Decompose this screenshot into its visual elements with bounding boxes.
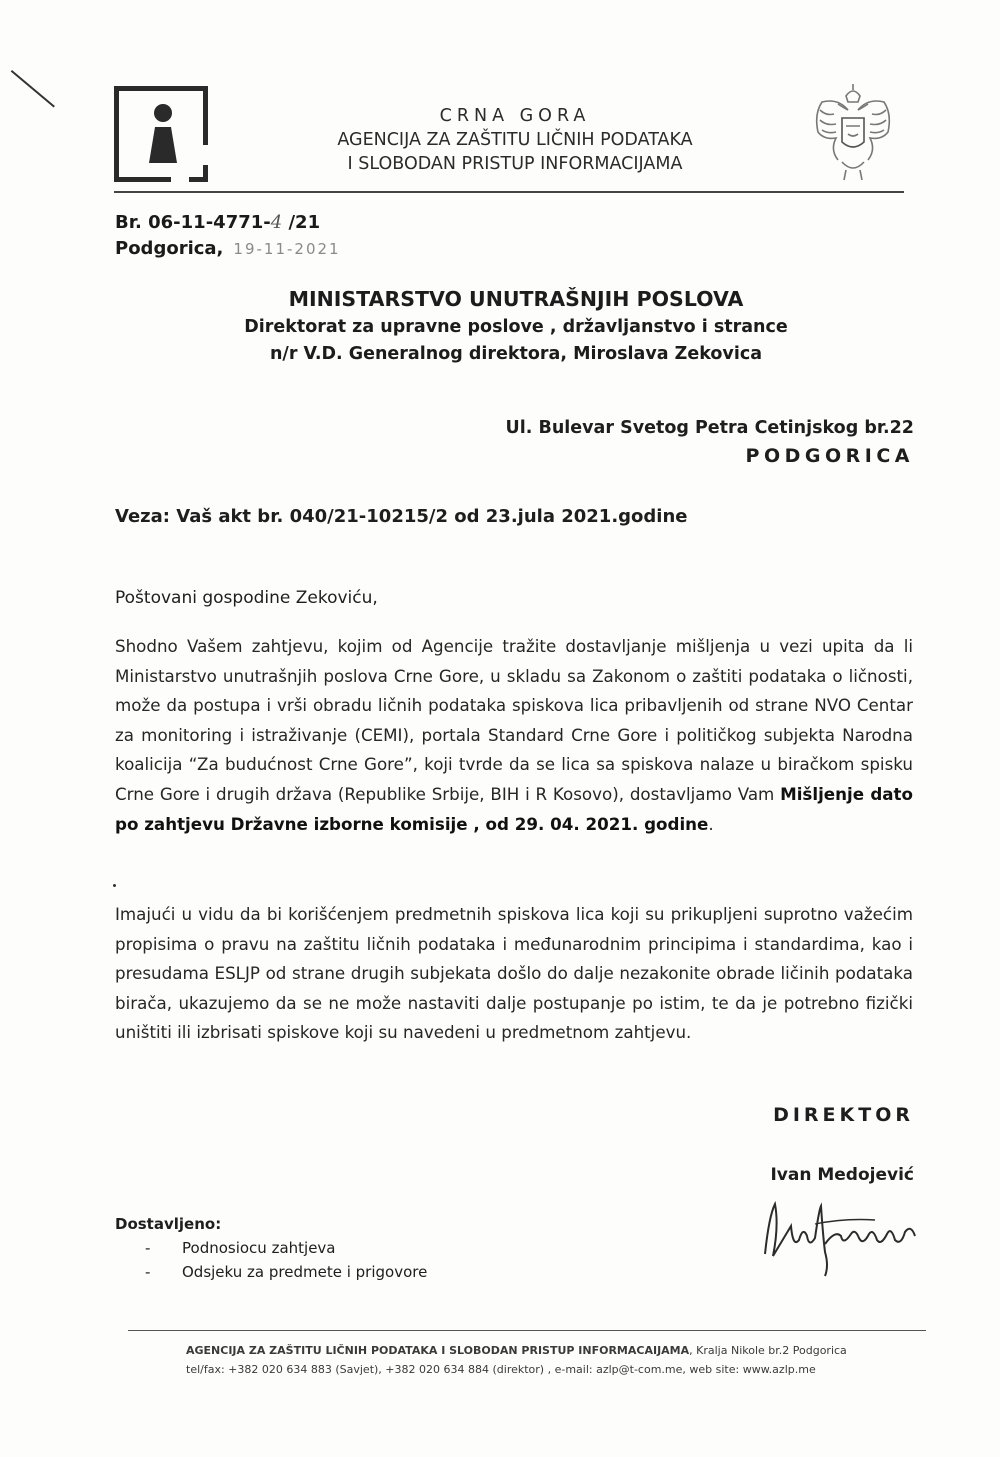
footer-agency-line: AGENCIJA ZA ZAŠTITU LIČNIH PODATAKA I SLOBODAN PRISTUP INFORMACAIJAMA, Kralja Nikole br.2 Podgorica [186, 1344, 847, 1357]
distribution-title: Dostavljeno: [115, 1215, 222, 1233]
subject-reference: Veza: Vaš akt br. 040/21-10215/2 od 23.jula 2021.godine [115, 506, 688, 527]
coat-of-arms-icon [808, 80, 898, 186]
info-person-icon [119, 91, 203, 177]
reference-number: Br. 06-11-4771-4 /21 [115, 212, 321, 233]
agency-logo [114, 86, 208, 182]
corner-pen-mark [11, 70, 55, 108]
signatory-name: Ivan Medojević [770, 1165, 914, 1185]
agency-name-line2: I SLOBODAN PRISTUP INFORMACIJAMA [347, 154, 683, 174]
handwritten-number: 4 [270, 212, 283, 233]
agency-name-line1: AGENCIJA ZA ZAŠTITU LIČNIH PODATAKA [337, 130, 693, 150]
opinion-reference: Mišljenje dato po zahtjevu Državne izborne komisije , od 29. 04. 2021. godine [115, 783, 913, 834]
footer [186, 1341, 886, 1379]
body-paragraph-2: Imajući u vidu da bi korišćenjem predmetnih spiskova lica koji su prikupljeni suprotno važećim propisima o pravu na zaštitu ličnih podataka i međunarodnim principima i standardima, kao i presudama ESLJP od strane drugih subjekata došlo do dalje nezakonite obrade ličinih podataka birača, ukazujemo da se ne može nastaviti dalje postupanje po istim, te da je potrebno fizički uništiti ili izbrisati spiskove koji su navedeni u predmetnom zahtjevu. [115, 904, 913, 1043]
recipient-address [506, 414, 914, 470]
ministry-name: MINISTARSTVO UNUTRAŠNJIH POSLOVA [288, 287, 744, 311]
header-rule [114, 191, 904, 193]
directorate-name: Direktorat za upravne poslove , državljanstvo i strance [244, 317, 788, 337]
signatory-title: DIREKTOR [773, 1104, 914, 1126]
distribution-item: - Odsjeku za predmete i prigovore [145, 1263, 428, 1281]
country-name: CRNA GORA [439, 106, 591, 126]
body-paragraph-1: Shodno Vašem zahtjevu, kojim od Agencije tražite dostavljanje mišljenja u vezi upita da li Ministarstvo unutrašnjih poslova Crne Gore, u skladu sa Zakonom o zaštiti podataka o ličnosti, može da postupa i vrši obradu ličnih podataka spiskova lica pribavljenih od strane NVO Centar za monitoring i istraživanje (CEMI), portala Standard Crne Gore i političkog subjekta Narodna koalicija “Za budućnost Crne Gore”, koji tvrde da se lica sa spiskova nalaze u biračkom spisku Crne Gore i drugih država (Republike Srbije, BIH i R Kosovo), dostavljamo Vam Mišljenje dato po zahtjevu Državne izborne komisije , od 29. 04. 2021. godine. [115, 636, 913, 834]
handwritten-signature [755, 1196, 925, 1278]
city-name: PODGORICA [745, 445, 914, 467]
street-address: Ul. Bulevar Svetog Petra Cetinjskog br.22 [505, 418, 914, 438]
footer-contacts: tel/fax: +382 020 634 883 (Savjet), +382 020 634 884 (direktor) , e-mail: azlp@t-com.me, web site: www.azlp.me [186, 1363, 816, 1376]
reference-block [115, 210, 341, 262]
footer-rule [128, 1330, 926, 1331]
place-date: Podgorica, 19-11-2021 [115, 238, 341, 259]
recipient-block [160, 284, 872, 368]
distribution-list [115, 1215, 427, 1284]
greeting: Poštovani gospodine Zekoviću, [115, 588, 378, 608]
distribution-item: - Podnosiocu zahtjeva [145, 1239, 336, 1257]
agency-header [230, 104, 800, 176]
date-stamp: 19-11-2021 [233, 240, 341, 258]
attention-line: n/r V.D. Generalnog direktora, Miroslava Zekovica [269, 344, 763, 364]
stray-dot [113, 884, 116, 887]
